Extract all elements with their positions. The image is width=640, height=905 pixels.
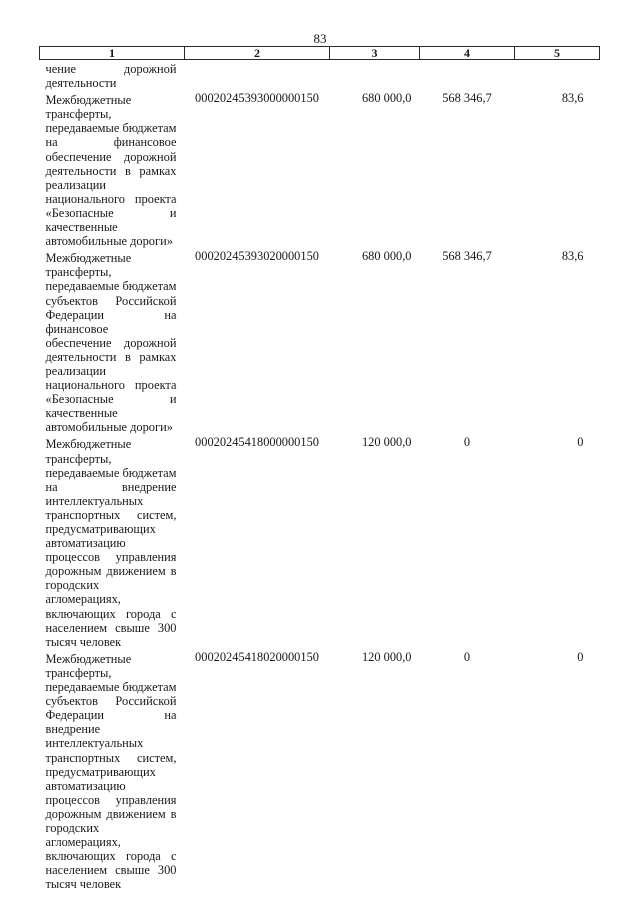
column-header-1: 1 [40,47,185,60]
table-row [40,90,600,248]
row-code: 00020245393020000150 [195,249,319,264]
page-number: 83 [313,31,327,46]
row-description: Межбюджетные трансферты, передаваемые бюджетам на внедрение интеллектуальных транспортных систем, предусматривающих автоматизацию процессов управления дорожным движением в городских агломерациях, включающих города с населением свыше 300 тысяч человек [45,437,177,649]
table-row [40,649,600,892]
column-header-3: 3 [330,47,420,60]
row-description: Межбюджетные трансферты, передаваемые бюджетам на финансовое обеспечение дорожной деятельности в рамках реализации национального проекта «Безопасные и качественные автомобильные дороги» [45,93,177,249]
table-row-continuation [40,60,600,91]
row-percent: 83,6 [561,249,584,264]
row-executed: 0 [463,435,471,450]
row-executed: 568 346,7 [442,249,492,264]
row-description: чение дорожной деятельности [45,62,177,91]
row-description: Межбюджетные трансферты, передаваемые бюджетам субъектов Российской Федерации на внедрение интеллектуальных транспортных систем, предусматривающих автоматизацию процессов управления дорожным движением в городских агломерациях, включающих города с населением свыше 300 тысяч человек [45,651,177,892]
table-row [40,434,600,648]
row-code: 00020245393000000150 [195,91,319,106]
row-plan: 120 000,0 [361,649,412,664]
row-percent: 0 [577,435,584,450]
row-plan: 680 000,0 [361,91,412,106]
row-executed: 0 [463,649,471,664]
row-plan: 680 000,0 [361,249,412,264]
column-header-4: 4 [420,47,515,60]
column-header-2: 2 [185,47,330,60]
row-code: 00020245418020000150 [195,649,319,664]
row-description: Межбюджетные трансферты, передаваемые бюджетам субъектов Российской Федерации на финансовое обеспечение дорожной деятельности в рамках реализации национального проекта «Безопасные и качественные автомобильные дороги» [45,251,177,435]
budget-table [39,46,600,891]
table-header-row [40,47,600,60]
column-header-5: 5 [515,47,600,60]
row-percent: 83,6 [561,91,584,106]
row-code: 00020245418000000150 [195,435,319,450]
table-row [40,248,600,434]
row-executed: 568 346,7 [442,91,492,106]
row-plan: 120 000,0 [361,435,412,450]
row-percent: 0 [577,649,584,664]
